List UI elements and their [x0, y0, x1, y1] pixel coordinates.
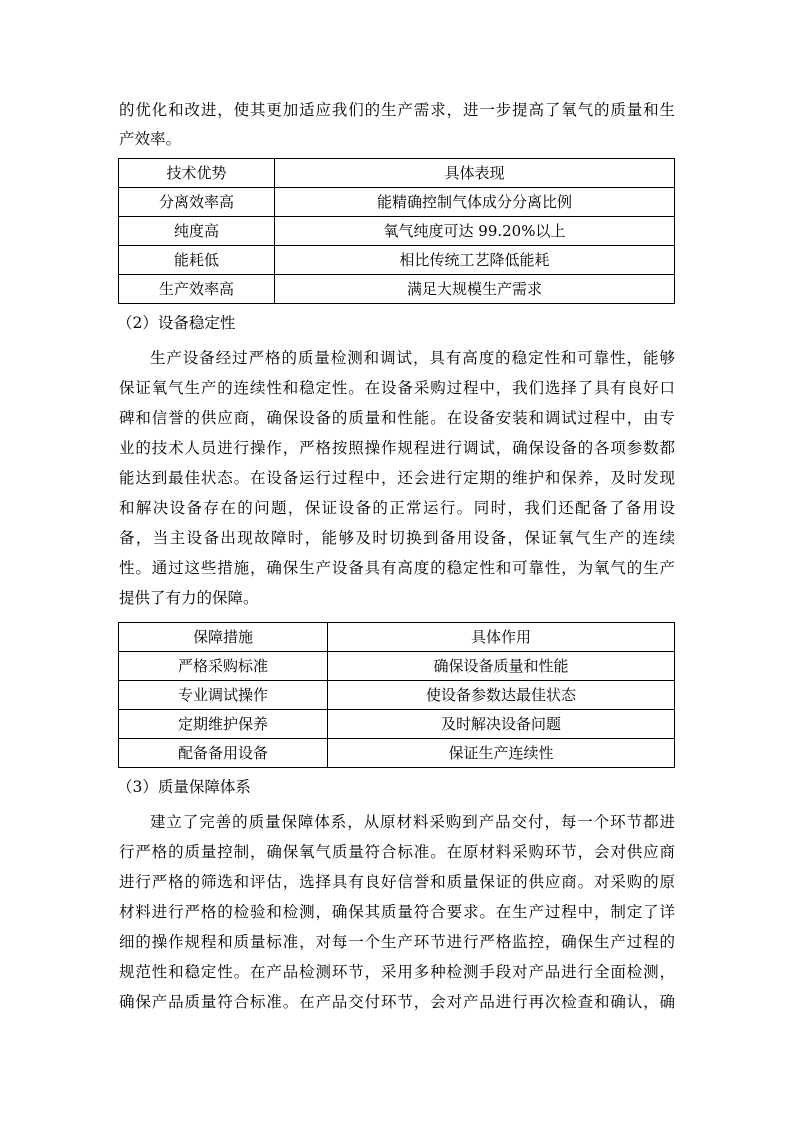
table-cell: 氧气纯度可达 99.20%以上: [275, 217, 675, 246]
table-row: [119, 652, 675, 681]
paragraph-line: 建立了完善的质量保障体系，从原材料采购到产品交付，每一个环节都进: [150, 813, 675, 831]
table-row: [119, 681, 675, 710]
section-heading: （3）质量保障体系: [117, 778, 251, 796]
table-row: [119, 275, 675, 304]
section-heading: （2）设备稳定性: [117, 314, 236, 332]
table-row: [119, 246, 675, 275]
paragraph-line: 确保产品质量符合标准。在产品交付环节，会对产品进行再次检查和确认，确: [119, 993, 675, 1011]
table-row: [119, 739, 675, 768]
table-cell: 满足大规模生产需求: [275, 275, 675, 304]
table-cell: 严格采购标准: [119, 652, 328, 681]
table-header-cell: 技术优势: [119, 159, 275, 188]
paragraph-line: 的优化和改进，使其更加适应我们的生产需求，进一步提高了氧气的质量和生: [119, 101, 675, 119]
table-cell: 生产效率高: [119, 275, 275, 304]
table-cell: 能耗低: [119, 246, 275, 275]
paragraph-line: 提供了有力的保障。: [119, 589, 259, 607]
table-header-row: [119, 159, 675, 188]
paragraph-line: 业的技术人员进行操作，严格按照操作规程进行调试，确保设备的各项参数都: [119, 439, 675, 457]
table-row: [119, 710, 675, 739]
table-cell: 配备备用设备: [119, 739, 328, 768]
table-cell: 保证生产连续性: [328, 739, 675, 768]
paragraph-line: 和解决设备存在的问题，保证设备的正常运行。同时，我们还配备了备用设: [119, 499, 675, 517]
paragraph-line: 保证氧气生产的连续性和稳定性。在设备采购过程中，我们选择了具有良好口: [119, 379, 675, 397]
table-row: [119, 188, 675, 217]
table-cell: 及时解决设备问题: [328, 710, 675, 739]
table-cell: 能精确控制气体成分分离比例: [275, 188, 675, 217]
table-header-cell: 具体表现: [275, 159, 675, 188]
paragraph-line: 生产设备经过严格的质量检测和调试，具有高度的稳定性和可靠性，能够: [150, 349, 675, 367]
paragraph-line: 行严格的质量控制，确保氧气质量符合标准。在原材料采购环节，会对供应商: [119, 843, 675, 861]
paragraph-line: 规范性和稳定性。在产品检测环节，采用多种检测手段对产品进行全面检测，: [119, 963, 675, 981]
table-cell: 专业调试操作: [119, 681, 328, 710]
table-header-cell: 保障措施: [119, 623, 328, 652]
table-header-row: [119, 623, 675, 652]
table-cell: 分离效率高: [119, 188, 275, 217]
paragraph-line: 能达到最佳状态。在设备运行过程中，还会进行定期的维护和保养，及时发现: [119, 469, 675, 487]
table-cell: 确保设备质量和性能: [328, 652, 675, 681]
paragraph-line: 碑和信誉的供应商，确保设备的质量和性能。在设备安装和调试过程中，由专: [119, 409, 675, 427]
guarantee-measures-table: [118, 622, 675, 768]
table-cell: 相比传统工艺降低能耗: [275, 246, 675, 275]
paragraph-line: 产效率。: [119, 130, 182, 148]
paragraph-line: 备，当主设备出现故障时，能够及时切换到备用设备，保证氧气生产的连续: [119, 529, 675, 547]
technical-advantages-table: [118, 158, 675, 304]
paragraph-line: 材料进行严格的检验和检测，确保其质量符合要求。在生产过程中，制定了详: [119, 903, 675, 921]
paragraph-line: 进行严格的筛选和评估，选择具有良好信誉和质量保证的供应商。对采购的原: [119, 873, 675, 891]
table-cell: 使设备参数达最佳状态: [328, 681, 675, 710]
table-header-cell: 具体作用: [328, 623, 675, 652]
table-cell: 纯度高: [119, 217, 275, 246]
paragraph-line: 细的操作规程和质量标准，对每一个生产环节进行严格监控，确保生产过程的: [119, 933, 675, 951]
table-cell: 定期维护保养: [119, 710, 328, 739]
table-row: [119, 217, 675, 246]
paragraph-line: 性。通过这些措施，确保生产设备具有高度的稳定性和可靠性，为氧气的生产: [119, 559, 675, 577]
